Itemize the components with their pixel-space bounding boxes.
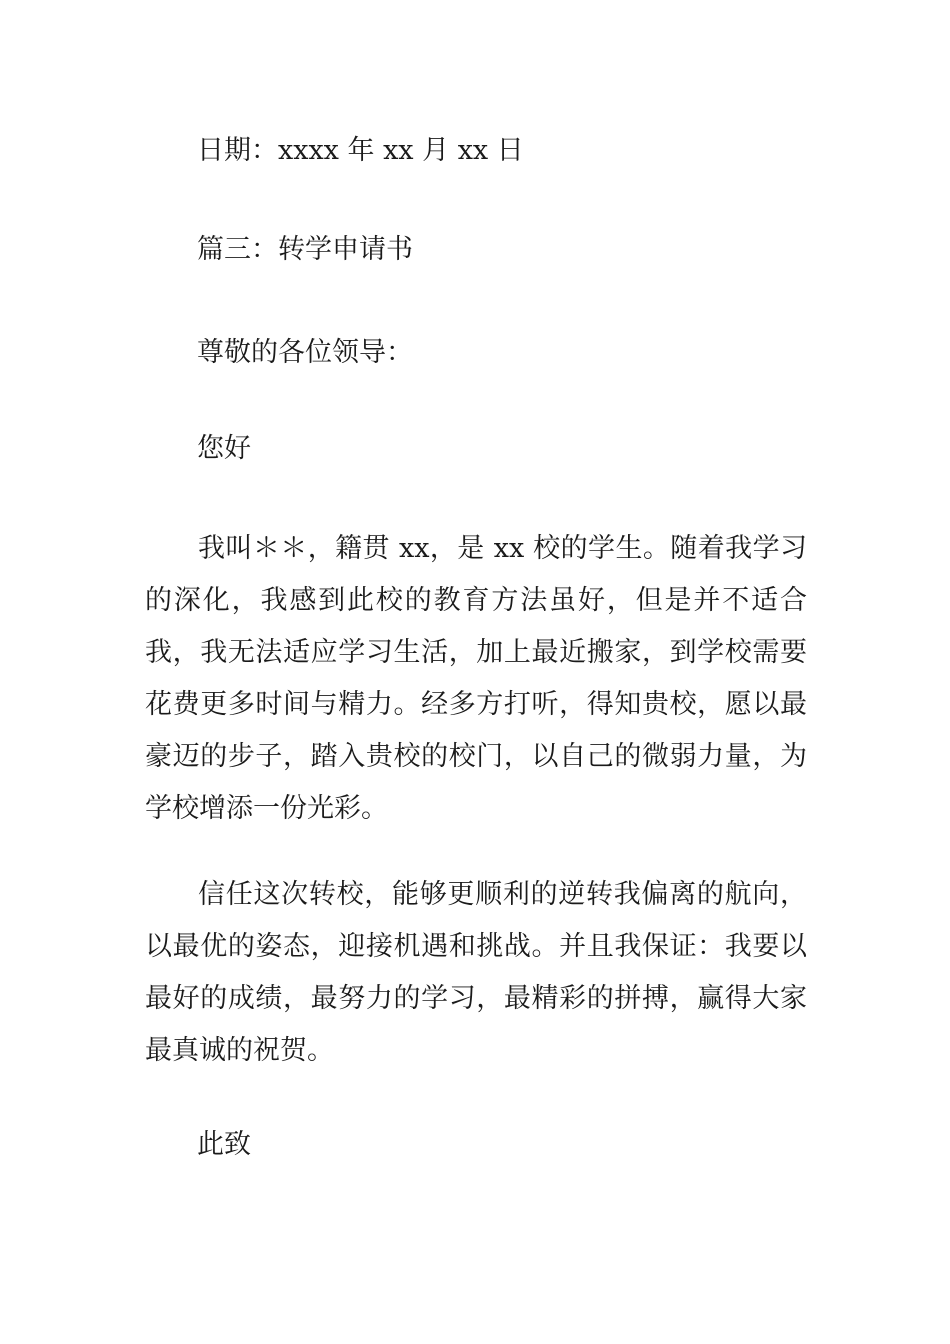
date-line: 日期：xxxx 年 xx 月 xx 日 xyxy=(197,135,524,166)
greeting: 您好 xyxy=(197,433,251,464)
body-paragraph-2: 信任这次转校，能够更顺利的逆转我偏离的航向，以最优的姿态，迎接机遇和挑战。并且我保证：我要以最好的成绩，最努力的学习，最精彩的拼搏，赢得大家最真诚的祝贺。 xyxy=(145,879,807,1066)
body-paragraph-1: 我叫＊＊，籍贯 xx，是 xx 校的学生。随着我学习的深化，我感到此校的教育方法虽好，但是并不适合我，我无法适应学习生活，加上最近搬家，到学校需要花费更多时间与精力。经多方打听，得知贵校，愿以最豪迈的步子，踏入贵校的校门，以自己的微弱力量，为学校增添一份光彩。 xyxy=(145,533,807,824)
section-title: 篇三：转学申请书 xyxy=(197,234,413,265)
closing: 此致 xyxy=(197,1129,251,1160)
salutation: 尊敬的各位领导： xyxy=(197,337,413,368)
